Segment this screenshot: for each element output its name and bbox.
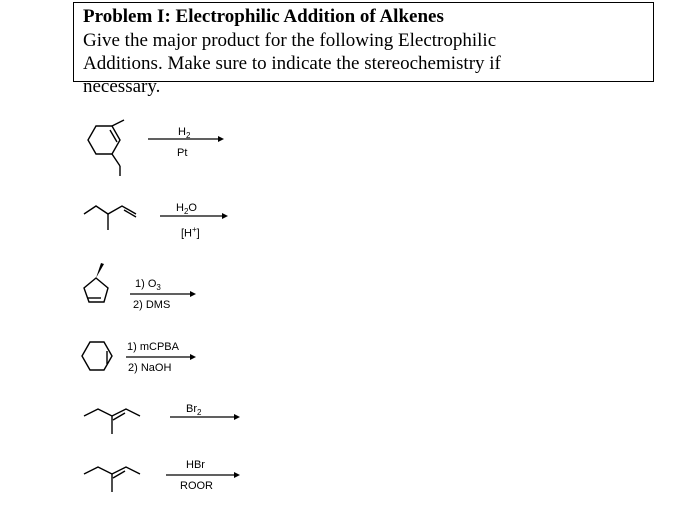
reaction-3-reagent-above: 1) $O_3$ bbox=[135, 278, 161, 293]
molecule-trisubstituted-alkene-2 bbox=[82, 458, 146, 498]
problem-title: Problem I: Electrophilic Addition of Alkenes bbox=[83, 6, 444, 27]
molecule-methylcyclopentene bbox=[80, 260, 130, 310]
instructions-line-2: Additions. Make sure to indicate the stereochemistry if bbox=[83, 53, 501, 74]
reaction-2-arrow bbox=[160, 211, 228, 221]
reaction-6-reagent-below: ROOR bbox=[180, 480, 213, 492]
reaction-6-reagent-above: HBr bbox=[186, 459, 205, 471]
instructions-line-3: necessary. bbox=[83, 76, 161, 97]
molecule-3-methylbutene bbox=[82, 196, 144, 232]
molecule-trisubstituted-alkene-1 bbox=[82, 400, 146, 440]
reaction-5-arrow bbox=[170, 412, 240, 422]
reaction-1-reagent-below: Pt bbox=[177, 147, 188, 159]
reaction-4-reagent-below: 2) NaOH bbox=[128, 362, 172, 374]
instructions-line-1: Give the major product for the following Electrophilic bbox=[83, 30, 497, 51]
reaction-2-reagent-below: [H+] bbox=[181, 225, 200, 240]
reaction-2-reagent-above: $H_2O$ bbox=[176, 202, 197, 217]
molecule-cyclohexene bbox=[80, 338, 120, 378]
reaction-3-reagent-below: 2) DMS bbox=[133, 299, 171, 311]
reaction-4-arrow bbox=[126, 352, 196, 362]
molecule-1-methyl-propyl-cyclohexene bbox=[78, 118, 138, 178]
reaction-1-arrow bbox=[148, 134, 224, 144]
reaction-6-arrow bbox=[166, 470, 240, 480]
reaction-4-reagent-above: 1) mCPBA bbox=[127, 341, 179, 353]
reaction-3-arrow bbox=[130, 289, 196, 299]
reaction-5-reagent-above: $Br_2$ bbox=[186, 403, 202, 418]
reaction-1-reagent-above: $H_2$ bbox=[178, 126, 191, 141]
